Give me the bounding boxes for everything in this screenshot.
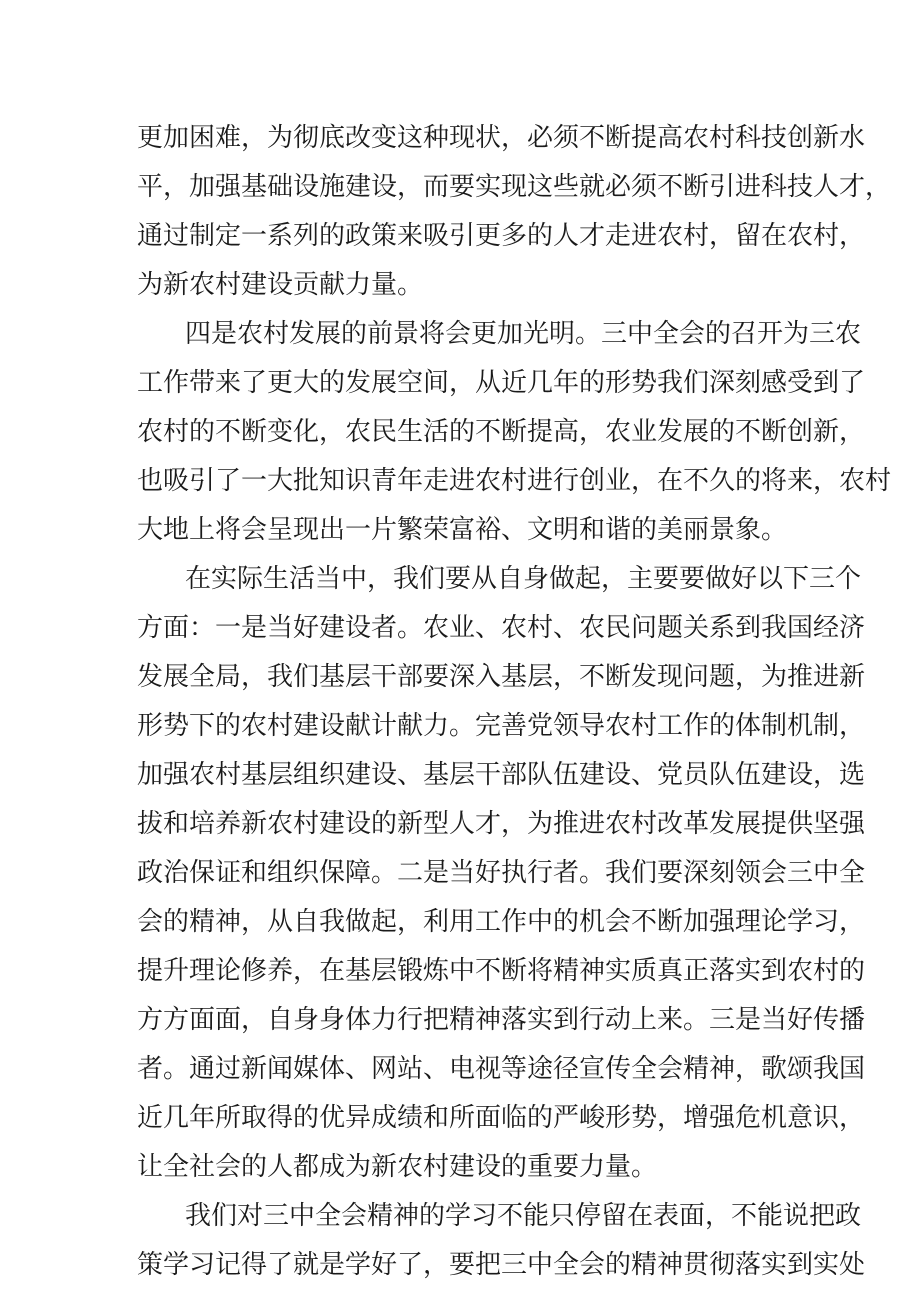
text-line: 形势下的农村建设献计献力。完善党领导农村工作的体制机制， <box>137 711 866 741</box>
text-line: 工作带来了更大的发展空间，从近几年的形势我们深刻感受到了 <box>137 368 866 398</box>
text-line: 为新农村建设贡献力量。 <box>137 270 424 300</box>
text-line: 者。通过新闻媒体、网站、电视等途径宣传全会精神，歌颂我国 <box>137 1054 866 1084</box>
document-body <box>137 114 892 1290</box>
text-line: 方面：一是当好建设者。农业、农村、农民问题关系到我国经济 <box>137 613 866 643</box>
text-line: 拔和培养新农村建设的新型人才，为推进农村改革发展提供坚强 <box>137 809 866 839</box>
text-line: 政治保证和组织保障。二是当好执行者。我们要深刻领会三中全 <box>137 858 866 888</box>
text-line: 大地上将会呈现出一片繁荣富裕、文明和谐的美丽景象。 <box>137 515 788 545</box>
text-line: 方方面面，自身身体力行把精神落实到行动上来。三是当好传播 <box>137 1005 866 1035</box>
text-line: 加强农村基层组织建设、基层干部队伍建设、党员队伍建设，选 <box>137 760 866 790</box>
paragraph-first-line: 在实际生活当中，我们要从自身做起，主要要做好以下三个 <box>185 564 862 594</box>
text-line: 策学习记得了就是学好了，要把三中全会的精神贯彻落实到实处 <box>137 1250 866 1280</box>
text-line: 平，加强基础设施建设，而要实现这些就必须不断引进科技人才， <box>137 172 892 202</box>
text-line: 提升理论修养，在基层锻炼中不断将精神实质真正落实到农村的 <box>137 956 866 986</box>
paragraph-first-line: 我们对三中全会精神的学习不能只停留在表面，不能说把政 <box>185 1201 862 1231</box>
paragraph-first-line: 四是农村发展的前景将会更加光明。三中全会的召开为三农 <box>185 319 862 349</box>
text-line: 会的精神，从自我做起，利用工作中的机会不断加强理论学习， <box>137 907 866 937</box>
text-line: 发展全局，我们基层干部要深入基层，不断发现问题，为推进新 <box>137 662 866 692</box>
text-line: 更加困难，为彻底改变这种现状，必须不断提高农村科技创新水 <box>137 123 866 153</box>
text-line: 近几年所取得的优异成绩和所面临的严峻形势，增强危机意识， <box>137 1103 866 1133</box>
text-line: 通过制定一系列的政策来吸引更多的人才走进农村，留在农村， <box>137 221 866 251</box>
text-line: 农村的不断变化，农民生活的不断提高，农业发展的不断创新， <box>137 417 866 447</box>
text-line: 也吸引了一大批知识青年走进农村进行创业，在不久的将来，农村 <box>137 466 892 496</box>
text-line: 让全社会的人都成为新农村建设的重要力量。 <box>137 1152 658 1182</box>
